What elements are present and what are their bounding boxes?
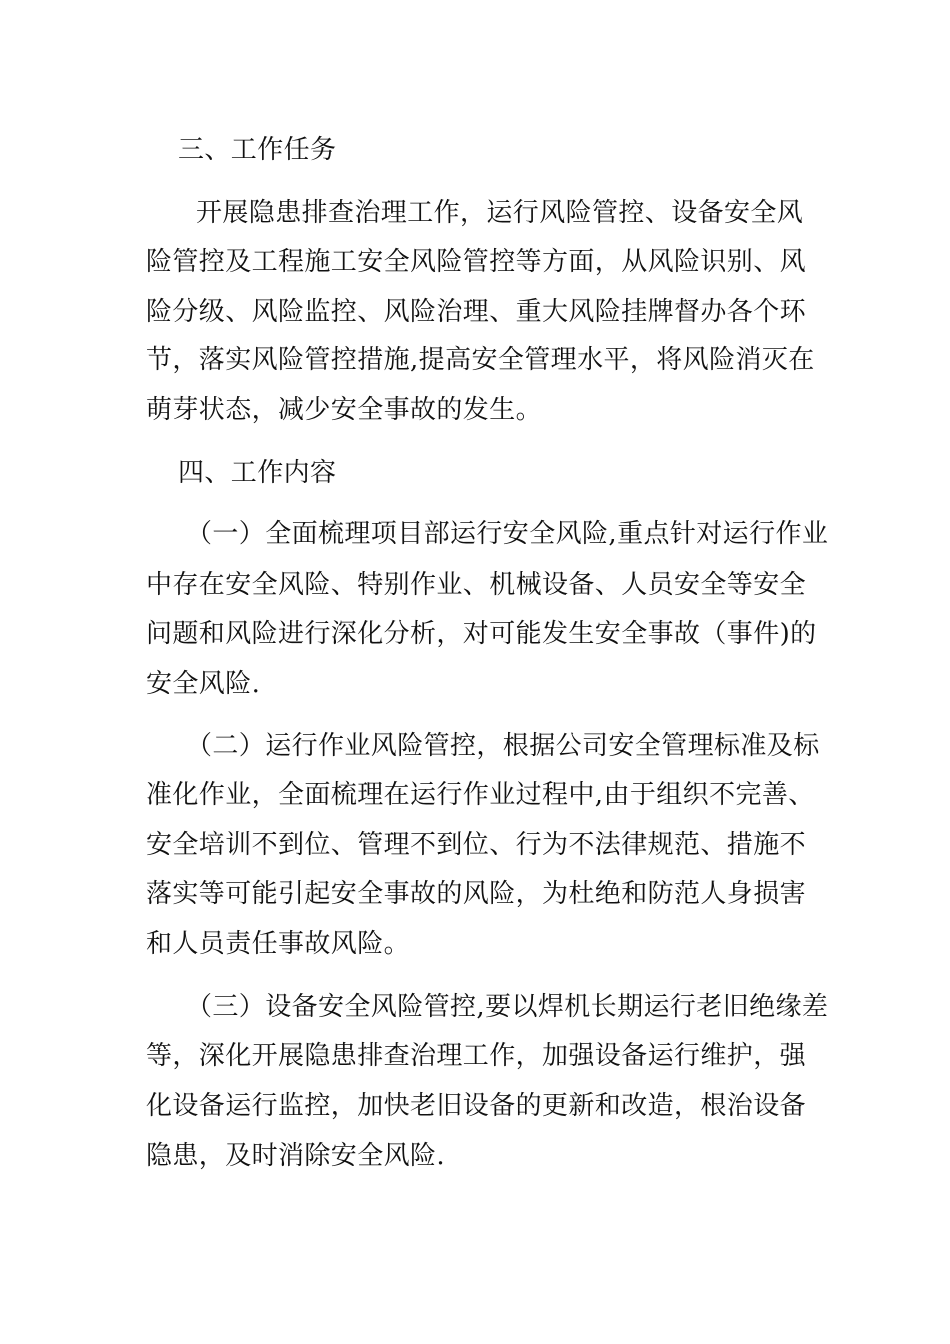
item-1-line: 问题和风险进行深化分析，对可能发生安全事故（事件)的 — [146, 619, 817, 649]
item-1-line: （一）全面梳理项目部运行安全风险,重点针对运行作业 — [186, 519, 829, 549]
section-3-paragraph-line: 萌芽状态，减少安全事故的发生。 — [146, 395, 543, 425]
section-3-paragraph-line: 节，落实风险管控措施,提高安全管理水平，将风险消灭在 — [146, 345, 815, 375]
item-2-line: （二）运行作业风险管控，根据公司安全管理标准及标 — [186, 731, 820, 761]
item-3-line: 隐患，及时消除安全风险. — [146, 1141, 446, 1171]
item-3-line: （三）设备安全风险管控,要以焊机长期运行老旧绝缘差 — [186, 992, 829, 1022]
item-1-line: 中存在安全风险、特别作业、机械设备、人员安全等安全 — [146, 570, 807, 600]
item-2-line: 安全培训不到位、管理不到位、行为不法律规范、措施不 — [146, 830, 807, 860]
section-3-paragraph-line: 险分级、风险监控、风险治理、重大风险挂牌督办各个环 — [146, 297, 807, 327]
item-3-line: 等，深化开展隐患排查治理工作，加强设备运行维护，强 — [146, 1041, 807, 1071]
section-3-paragraph-line: 开展隐患排查治理工作，运行风险管控、设备安全风 — [196, 198, 804, 228]
item-2-line: 准化作业，全面梳理在运行作业过程中,由于组织不完善、 — [146, 780, 815, 810]
section-3-heading: 三、工作任务 — [178, 135, 337, 165]
item-2-line: 落实等可能引起安全事故的风险，为杜绝和防范人身损害 — [146, 879, 807, 909]
item-3-line: 化设备运行监控，加快老旧设备的更新和改造，根治设备 — [146, 1091, 807, 1121]
item-2-line: 和人员责任事故风险。 — [146, 929, 411, 959]
section-4-heading: 四、工作内容 — [178, 458, 337, 488]
item-1-line: 安全风险. — [146, 669, 261, 699]
section-3-paragraph-line: 险管控及工程施工安全风险管控等方面，从风险识别、风 — [146, 247, 807, 277]
